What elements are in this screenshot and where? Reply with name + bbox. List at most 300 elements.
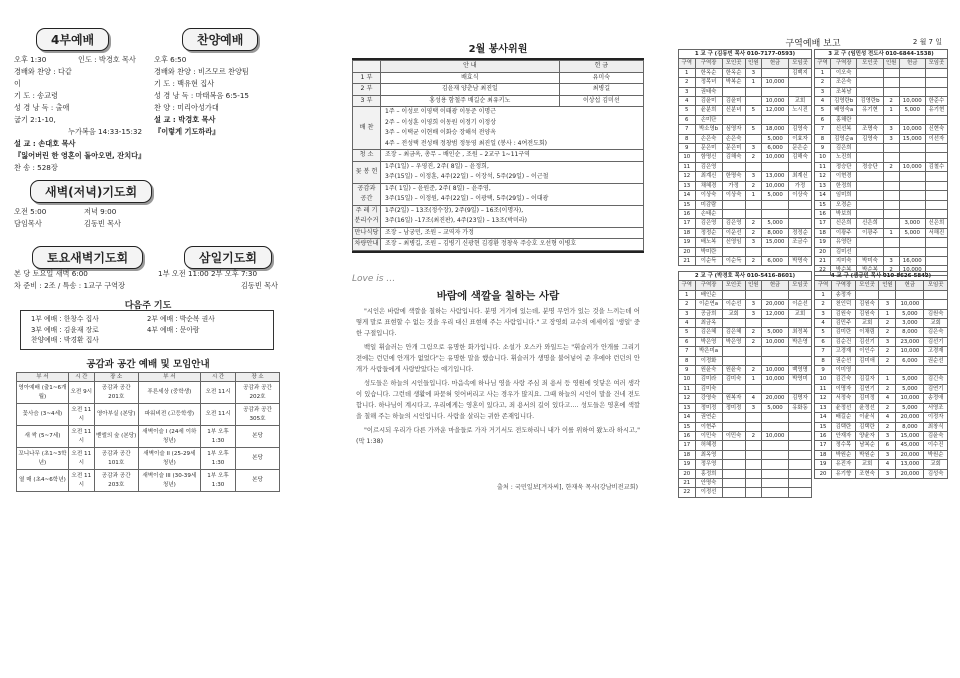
district-cell — [745, 115, 762, 124]
district-col-header: 헌금 — [896, 281, 924, 290]
district-cell: 최옥영 — [695, 450, 722, 459]
gc-cell: 1부 오후 1:30 — [201, 448, 236, 470]
worship4-row — [14, 54, 150, 66]
district-row — [815, 191, 948, 200]
district-cell: 17 — [815, 219, 831, 228]
district-cell — [857, 144, 883, 153]
district-cell: 20 — [679, 469, 696, 478]
district-cell: 교회 — [789, 97, 812, 106]
district-row — [679, 209, 812, 218]
cell-report-title: 구역예배 보고 — [785, 39, 841, 49]
district-cell — [883, 181, 899, 190]
district-cell — [899, 68, 925, 77]
district-cell: 10,000 — [762, 337, 789, 346]
district-cell: 강영숙 — [695, 394, 722, 403]
district-cell: 김은영 — [722, 219, 745, 228]
district-cell: 20,000 — [896, 413, 924, 422]
district-cell — [857, 181, 883, 190]
district-row — [815, 200, 948, 209]
district-cell: 한명숙 — [722, 172, 745, 181]
district-col-header: 헌금 — [762, 281, 789, 290]
gc-cell: 1부 오후 1:30 — [201, 426, 236, 448]
district-row — [815, 403, 948, 412]
district-cell: 한옥순 — [695, 68, 722, 77]
district-cell: 유진자 — [832, 460, 856, 469]
district-cell: 20,000 — [896, 469, 924, 478]
district-cell: 10,000 — [896, 394, 924, 403]
vehicle-guide-content — [381, 239, 644, 251]
worship4-cell: 『잃어버린 한 영혼이 돌아오면, 잔치다』 — [14, 151, 146, 160]
district-cell: 19 — [679, 460, 696, 469]
district-cell — [745, 200, 762, 209]
district2-table — [678, 271, 812, 498]
recycling-label: 주 레 기 분리수거 — [353, 205, 381, 227]
district-cell: 배노복 — [695, 238, 722, 247]
district-cell — [722, 162, 745, 171]
district-cell: 최계신 — [695, 172, 722, 181]
district-cell: 김택란 — [855, 422, 879, 431]
district-cell — [857, 87, 883, 96]
district-cell: 김은숙 — [924, 328, 948, 337]
district-cell — [722, 413, 745, 422]
district-cell: 박순복 — [857, 266, 883, 275]
district-cell — [762, 478, 789, 487]
district-cell: 3 — [879, 450, 896, 459]
district-cell — [789, 441, 812, 450]
district-cell — [925, 68, 947, 77]
district-cell — [924, 290, 948, 299]
district-cell: 11 — [679, 162, 696, 171]
district-cell — [855, 290, 879, 299]
district-row — [679, 328, 812, 337]
gc-cell: 오전 11시 — [201, 382, 236, 404]
district-cell: 3 — [815, 87, 831, 96]
district-cell: 3 — [745, 403, 762, 412]
district-cell — [789, 422, 812, 431]
district-cell: 홍해란 — [831, 115, 857, 124]
district-cell: 안명숙 — [695, 478, 722, 487]
district-cell — [899, 200, 925, 209]
district-cell: 문은순 — [789, 144, 812, 153]
district-cell — [745, 450, 762, 459]
district-cell: 김원숙 — [832, 309, 856, 318]
gc-cell: 오전 11시 — [68, 404, 94, 426]
district-cell: 3 — [679, 309, 696, 318]
district-cell: 5,000 — [896, 384, 924, 393]
district-cell: 김영순a — [831, 134, 857, 143]
district-cell: 박원순 — [924, 450, 948, 459]
worship4-cell: 성 경 낭 독 : 출애굽기 2:1-10, — [14, 103, 70, 124]
district-cell: 20 — [815, 247, 831, 256]
district-row — [815, 256, 948, 265]
district-cell: 8 — [679, 356, 696, 365]
district-cell — [789, 87, 812, 96]
district-cell: 8,000 — [896, 422, 924, 431]
district-cell — [925, 256, 947, 265]
district-cell: 5,000 — [896, 309, 924, 318]
district-cell — [925, 238, 947, 247]
district-cell: 미감람 — [695, 200, 722, 209]
district-cell — [745, 319, 762, 328]
district-row — [679, 115, 812, 124]
district-cell: 김영란b — [831, 97, 857, 106]
district-cell — [925, 153, 947, 162]
worship4-row — [14, 138, 150, 150]
gc-cell: 공감과 공간 203호 — [94, 470, 138, 492]
district-cell: 정수목 — [832, 441, 856, 450]
district-cell: 10 — [815, 375, 832, 384]
worship4-cell: 인도 : 박경호 목사 — [78, 55, 136, 64]
saturday-prayer-title: 토요새벽기도회 — [32, 246, 143, 269]
district-cell: 손태순 — [695, 209, 722, 218]
district-cell: 이상숙 — [695, 191, 722, 200]
district-row — [815, 172, 948, 181]
district-cell — [745, 134, 762, 143]
district-row — [815, 125, 948, 134]
district-cell — [722, 422, 745, 431]
district-cell: 8 — [815, 134, 831, 143]
district-cell: 김미선 — [831, 247, 857, 256]
vol-cell: 유미숙 — [559, 72, 643, 84]
district-cell: 이채림 — [855, 328, 879, 337]
district-cell: 이순선 — [722, 300, 745, 309]
district-cell: 2 — [745, 228, 762, 237]
district-cell: 10,000 — [762, 431, 789, 440]
district-cell: 3 — [883, 125, 899, 134]
district-cell: 노시진 — [789, 106, 812, 115]
vol-cell: 3 부 — [353, 95, 381, 107]
article-paragraph: 백일 휘슬러는 안개 그림으로 유명한 화가입니다. 소설가 오스카 와일드는 "휘슬러가 안개를 그리기 전에는 런던에 안개가 없었다"는 유명한 말을 했습니다. 휘슬러가 생명을 불어넣어 준 후에야 런던의 안개가 사람들에게 사랑받았다는 얘기입니다. — [356, 344, 640, 373]
district-header: 3 교 구 (임민성 전도사 010-6844-1538) — [815, 50, 948, 59]
manna-kitchen-row — [353, 227, 644, 239]
district-cell: 3 — [745, 144, 762, 153]
district-row — [679, 488, 812, 497]
district-row — [679, 347, 812, 356]
district-cell — [745, 347, 762, 356]
gc-cell: 새벽이슬 II (25-29세 청년) — [138, 448, 200, 470]
district-cell: 김미숙 — [722, 375, 745, 384]
district-cell — [789, 219, 812, 228]
district-cell: 10 — [815, 153, 831, 162]
worship4-row — [14, 150, 150, 162]
district-cell: 15,000 — [899, 134, 925, 143]
wednesday-prayer-title: 삼일기도회 — [184, 246, 272, 269]
district-cell — [762, 115, 789, 124]
cleaning-row — [353, 150, 644, 162]
district-cell — [899, 209, 925, 218]
district-row — [815, 394, 948, 403]
district-row — [679, 144, 812, 153]
district-row — [679, 125, 812, 134]
district-header-row — [815, 272, 948, 281]
gc-cell: 오전 11시 — [201, 404, 236, 426]
district-cell: 14 — [679, 413, 696, 422]
district-cell: 20,000 — [762, 300, 789, 309]
district-cell — [789, 469, 812, 478]
district-row — [679, 181, 812, 190]
district-cell: 김민주 — [832, 319, 856, 328]
district-row — [679, 219, 812, 228]
district-cell — [789, 200, 812, 209]
district-cell: 3,000 — [899, 219, 925, 228]
praise-row — [154, 78, 286, 90]
district-header: 4 교 구 (심궁민 목사 010-8626-5842) — [815, 272, 948, 281]
gc-header-cell: 부 서 — [138, 373, 200, 382]
district-cell: 4 — [879, 394, 896, 403]
district-cell — [925, 209, 947, 218]
food-service-line: 1주 – 이성로 이영택 이태광 이동준 이명근 — [385, 108, 496, 115]
district-cell — [762, 469, 789, 478]
district-cell: 손은숙 — [722, 134, 745, 143]
district-cell: 6 — [679, 115, 696, 124]
district-cell: 23,000 — [896, 337, 924, 346]
district-cell — [789, 431, 812, 440]
praise-cell: 기 도 : 백유현 집사 — [154, 79, 215, 88]
district-row — [815, 78, 948, 87]
gc-cell: 영아예배 (출1~6개월) — [17, 382, 69, 404]
district-cell: 이광주 — [831, 228, 857, 237]
district-cell — [722, 200, 745, 209]
district-cell: 2 — [879, 384, 896, 393]
district-cell: 10 — [679, 153, 696, 162]
district-cell: 6,000 — [896, 356, 924, 365]
district-cell: 김원숙 — [855, 309, 879, 318]
district-cell: 신은희 — [857, 219, 883, 228]
district-cell: 이명자 — [832, 384, 856, 393]
district-row — [679, 200, 812, 209]
district-cell: 8,000 — [762, 228, 789, 237]
food-service-line: 2주 – 이성훈 이영희 이동원 이정기 이정상 — [385, 118, 496, 126]
district-cell: 2 — [745, 256, 762, 265]
district-cell: 2 — [879, 328, 896, 337]
district-row — [679, 78, 812, 87]
district-cell: 3 — [745, 300, 762, 309]
praise-cell: 성 경 낭 독 : 마태복음 6:5-15 — [154, 91, 249, 100]
vol-header-row — [353, 61, 644, 73]
district-cell: 박은영 — [695, 337, 722, 346]
district-col-header: 구역 — [815, 281, 832, 290]
district-header: 1 교 구 (김동빈 목사 010-7177-0593) — [679, 50, 812, 59]
district-col-header: 헌금 — [899, 59, 925, 68]
district-cell — [857, 153, 883, 162]
district-row — [815, 337, 948, 346]
district-cell — [899, 115, 925, 124]
district-cell: 이순득 — [722, 256, 745, 265]
district-row — [815, 422, 948, 431]
manna-kitchen-content — [381, 227, 644, 239]
district-cell: 13,000 — [762, 172, 789, 181]
worship4-row — [14, 90, 150, 102]
district-cell: 1 — [679, 68, 696, 77]
district-row — [815, 384, 948, 393]
district-cell: 1 — [879, 375, 896, 384]
district-cell: 4 — [815, 319, 832, 328]
district-cell — [722, 87, 745, 96]
gc-row — [17, 426, 280, 448]
left-column — [14, 0, 282, 678]
district-cell: 14 — [815, 191, 831, 200]
district-cell: 김선기 — [924, 337, 948, 346]
prayer-item: 3부 예배 : 김윤재 장로 — [31, 325, 99, 334]
district-row — [679, 356, 812, 365]
district-cell: 김길자 — [855, 375, 879, 384]
district-cell — [722, 441, 745, 450]
district-cell: 정미정 — [722, 403, 745, 412]
district-cell: 2 — [679, 78, 696, 87]
district-cell: 10,000 — [762, 181, 789, 190]
district-cell: 17 — [679, 219, 696, 228]
district-col-header: 구역장 — [832, 281, 856, 290]
gc-cell: 오전 11시 — [68, 470, 94, 492]
district-col-header: 구역장 — [831, 59, 857, 68]
district-cell: 13,000 — [896, 460, 924, 469]
district-cell — [762, 347, 789, 356]
district-cell: 박명숙 — [789, 256, 812, 265]
district-cell: 12 — [679, 394, 696, 403]
district-cell: 10,000 — [762, 375, 789, 384]
cleaning-content — [381, 150, 644, 162]
district-cell — [722, 478, 745, 487]
district-cell: 2 — [883, 266, 899, 275]
district-cell: 신분녀 — [722, 106, 745, 115]
district-cell: 2 — [745, 219, 762, 228]
cell-report-date: 2 월 7 일 — [912, 38, 942, 46]
district-cell — [789, 384, 812, 393]
district-row — [815, 460, 948, 469]
district-cell: 7 — [815, 347, 832, 356]
district-cell: 김영란b — [857, 97, 883, 106]
district-col-row — [679, 59, 812, 68]
district-cell — [883, 172, 899, 181]
district-cell: 19 — [679, 238, 696, 247]
district-cell: 10,000 — [899, 97, 925, 106]
district-cell: 임미희 — [831, 191, 857, 200]
district-col-header: 인원 — [745, 59, 762, 68]
district-cell: 조은숙 — [831, 78, 857, 87]
district-cell — [789, 78, 812, 87]
district-row — [815, 144, 948, 153]
district-cell — [899, 181, 925, 190]
district-col-header: 구역장 — [695, 59, 722, 68]
vol-cell: 1 부 — [353, 72, 381, 84]
district-cell: 김철수 — [925, 162, 947, 171]
district-cell: 이민숙 — [722, 431, 745, 440]
district-cell — [857, 68, 883, 77]
article-paragraph: 성도들은 하늘의 시인들입니다. 마음속에 하나님 영을 사랑 주심 죄 용서 등 영원에 잇닿은 여러 생각이 있습니다. 그런데 생활에 파묻혀 잊어버리고 사는 경우가 많지요. 그때 하늘의 시인이 말을 건네 전도합니다. 하나님이 계시다고, 우리에게는 영혼이 있다고, 죄 용서의 길이 있다고…. 성도들은 영혼에 색깔을 칠해 주는 하늘의 시인입니다. 사람을 살리는 귀한 존재입니다. — [356, 380, 640, 420]
district-row — [815, 431, 948, 440]
district-cell: 3 — [745, 68, 762, 77]
district-cell: 이수진 — [924, 441, 948, 450]
district-cell: 21 — [679, 478, 696, 487]
district-row — [679, 450, 812, 459]
food-service-line: 4주 – 전성택 전성배 정창범 정동영 최진일 (봉사 : 4여전도회) — [385, 139, 548, 147]
article-source: 출처 : 국민일보[겨자씨], 한재욱 목사(강남비전교회) — [496, 484, 638, 491]
district-cell — [857, 115, 883, 124]
district-cell — [789, 356, 812, 365]
district-cell: 5,000 — [762, 328, 789, 337]
district-cell: 10,000 — [762, 366, 789, 375]
district-cell — [925, 181, 947, 190]
district-cell: 채혜경 — [695, 181, 722, 190]
district-cell: 김연기 — [855, 384, 879, 393]
district-cell: 서영조 — [924, 403, 948, 412]
recycling-line: 1주(2일) – 13조(정수장), 2주(9일) – 16조(이명자), — [385, 206, 524, 214]
district-cell: 박보희 — [831, 209, 857, 218]
district-cell: 남복순 — [855, 441, 879, 450]
gc-cell: 파워비전 (고등학생) — [138, 404, 200, 426]
district-cell: 이미영 — [832, 366, 856, 375]
district-cell: 1 — [815, 290, 832, 299]
gc-guide-table — [16, 372, 280, 492]
district-cell: 김긴숙 — [924, 375, 948, 384]
gc-header-cell: 시 간 — [68, 373, 94, 382]
district-cell: 박은미a — [695, 347, 722, 356]
district-cell: 이윤식 — [855, 413, 879, 422]
district-row — [815, 469, 948, 478]
district-cell: 박미란 — [695, 247, 722, 256]
district-cell: 신현숙 — [925, 125, 947, 134]
district-cell: 2 — [815, 300, 832, 309]
district-cell — [789, 115, 812, 124]
district-header-row — [815, 50, 948, 59]
district-cell — [762, 450, 789, 459]
district-row — [679, 87, 812, 96]
district-header-row — [679, 272, 812, 281]
next-week-prayer-title: 다음주 기도 — [124, 301, 172, 311]
district-cell — [899, 144, 925, 153]
district-cell: 한정희 — [831, 181, 857, 190]
dawn-prayer-title: 새벽(저녁)기도회 — [30, 180, 152, 203]
district-cell: 교회 — [924, 319, 948, 328]
district-row — [815, 87, 948, 96]
district-cell — [762, 87, 789, 96]
district-cell: 8 — [679, 134, 696, 143]
district-cell: 3 — [879, 431, 896, 440]
district-cell — [722, 115, 745, 124]
district-cell — [789, 209, 812, 218]
district-cell: 김은영 — [695, 162, 722, 171]
gc-cell: 오전 11시 — [68, 448, 94, 470]
district-cell: 5 — [679, 106, 696, 115]
prayer-item: 찬양예배 : 박경환 집사 — [31, 336, 99, 344]
worship4-cell: 찬 송 : 528장 — [14, 163, 58, 172]
district-cell: 유기현 — [857, 106, 883, 115]
district-row — [815, 441, 948, 450]
district-cell: 원윤숙 — [695, 366, 722, 375]
district-cell: 김미정 — [855, 394, 879, 403]
district-cell: 1 — [883, 106, 899, 115]
worship4-cell: 기 도 : 송교령 — [14, 91, 58, 100]
district-cell — [789, 413, 812, 422]
gc-cell: 본당 — [236, 448, 280, 470]
worship4-cell: 설 교 : 손대호 목사 — [14, 139, 76, 148]
district-cell — [762, 441, 789, 450]
district-cell: 김택란 — [832, 422, 856, 431]
district-cell: 5,000 — [762, 134, 789, 143]
district-cell: 유기향 — [832, 469, 856, 478]
district-row — [679, 134, 812, 143]
district-cell — [745, 469, 762, 478]
district-cell — [789, 488, 812, 497]
district-cell — [722, 384, 745, 393]
district-cell: 13 — [679, 403, 696, 412]
district-cell: 천인덕 — [832, 300, 856, 309]
gc-cell: 벧엘의 숲 (본당) — [94, 426, 138, 448]
district-cell — [879, 290, 896, 299]
district-cell — [857, 209, 883, 218]
district-cell: 박소영b — [695, 125, 722, 134]
district-cell: 김백지 — [789, 68, 812, 77]
